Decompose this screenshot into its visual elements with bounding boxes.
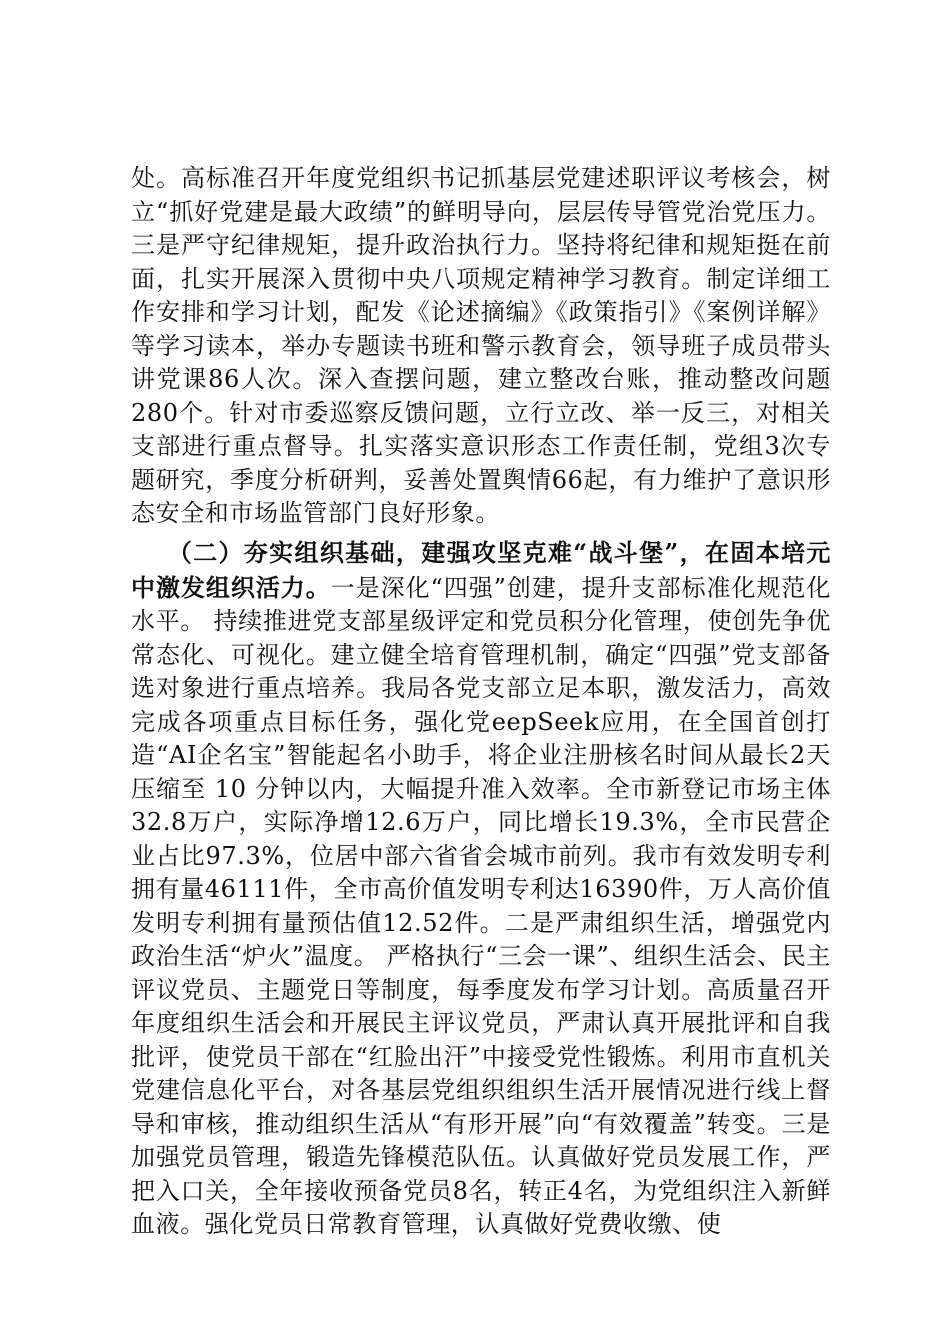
paragraph-1 — [131, 162, 831, 531]
section-2-body: 一是深化“四强”创建，提升支部标准化规范化水平。 持续推进党支部星级评定和党员积分化管理，使创先争优常态化、可视化。建立健全培育管理机制，确定“四强”党支部备选对象进行重点培养。我局各党支部立足本职，激发活力，高效完成各项重点目标任务，强化党eepSeek应用，在全国首创打造“AI企名宝”智能起名小助手，将企业注册核名时间从最长2天压缩至 10 分钟以内，大幅提升准入效率。全市新登记市场主体32.8万户，实际净增12.6万户，同比增长19.3%，全市民营企业占比97.3%，位居中部六省省会城市前列。我市有效发明专利拥有量46111件，全市高价值发明专利达16390件，万人高价值发明专利拥有量预估值12.52件。二是严肃组织生活，增强党内政治生活“炉火”温度。 严格执行“三会一课”、组织生活会、民主评议党员、主题党日等制度，每季度发布学习计划。高质量召开年度组织生活会和开展民主评议党员，严肃认真开展批评和自我批评，使党员干部在“红脸出汗”中接受党性锻炼。利用市直机关党建信息化平台，对各基层党组织组织生活开展情况进行线上督导和审核，推动组织生活从“有形开展”向“有效覆盖”转变。三是加强党员管理，锻造先锋模范队伍。认真做好党员发展工作，严把入口关，全年接收预备党员8名，转正4名，为党组织注入新鲜血液。强化党员日常教育管理，认真做好党费收缴、使 — [131, 573, 831, 1238]
section-2-heading: （二）夯实组织基础，建强攻坚克难“战斗堡”，在固本培元中激发组织活力。 — [131, 538, 831, 602]
paragraph-1-text: 处。高标准召开年度党组织书记抓基层党建述职评议考核会，树立“抓好党建是最大政绩”的鲜明导向，层层传导管党治党压力。三是严守纪律规矩，提升政治执行力。坚持将纪律和规矩挺在前面，扎实开展深入贯彻中央八项规定精神学习教育。制定详细工作安排和学习计划，配发《论述摘编》《政策指引》《案例详解》等学习读本，举办专题读书班和警示教育会，领导班子成员带头讲党课86人次。深入查摆问题，建立整改台账，推动整改问题280个。针对市委巡察反馈问题，立行立改、举一反三，对相关支部进行重点督导。扎实落实意识形态工作责任制，党组3次专题研究，季度分析研判，妥善处置舆情66起，有力维护了意识形态安全和市场监管部门良好形象。 — [131, 164, 831, 527]
paragraph-2 — [131, 536, 831, 1242]
